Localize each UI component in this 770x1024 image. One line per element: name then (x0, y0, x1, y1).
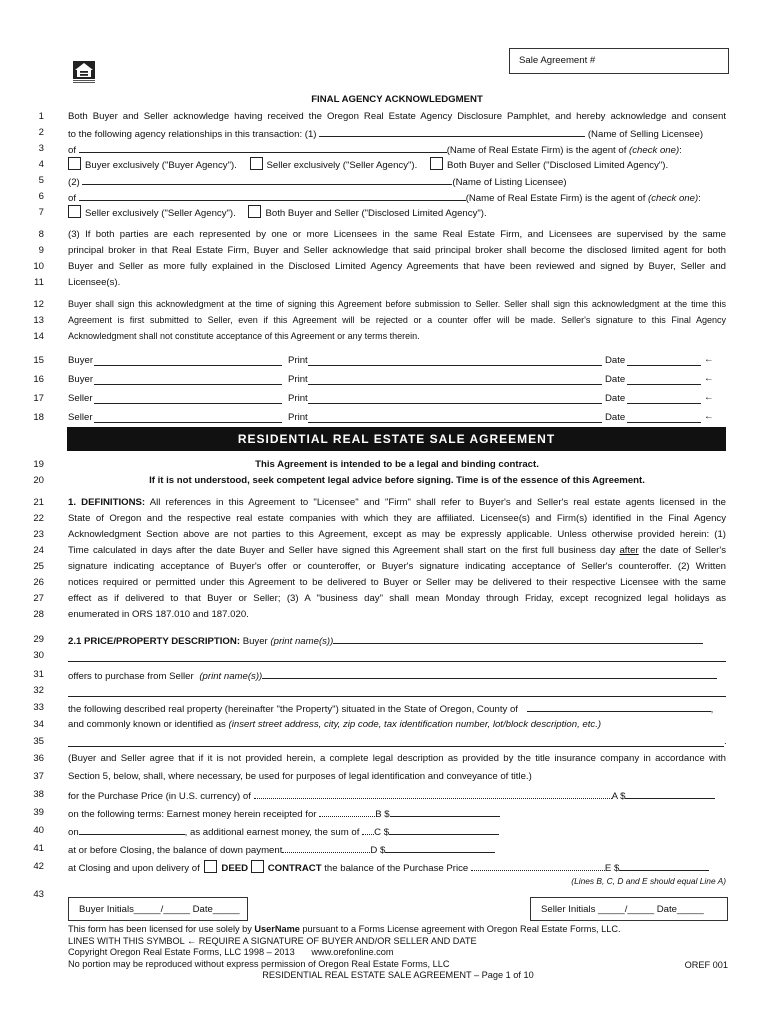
earnest-money-label: on the following terms: Earnest money herein receipted for (68, 809, 317, 820)
property-county-label: the following described real property (hereinafter "the Property") situated in the State of Oregon, County of (68, 704, 518, 715)
print-name-field[interactable] (308, 384, 602, 385)
agency-line-13: Agreement is first submitted to Seller, even if this Agreement will be rejected or a counter offer will be made. Seller's signature to this Final Agency (68, 315, 726, 325)
deed-label: DEED (221, 863, 249, 874)
contract-checkbox[interactable] (251, 860, 264, 873)
definitions-line-26: notices required or permitted under this Agreement to be delivered to Buyer or Seller may be delivered to their respective Licensee with the same (68, 577, 726, 588)
seller-names-field[interactable] (262, 669, 717, 679)
footer-symbol-text-2: REQUIRE A SIGNATURE OF BUYER AND/OR SELLER AND DATE (198, 935, 477, 946)
price-line-38 (68, 789, 726, 802)
price-line-31 (68, 669, 717, 682)
footer-symbol-text: LINES WITH THIS SYMBOL (68, 935, 185, 946)
print-names-label: (print name(s)) (270, 636, 334, 647)
date-label: Date (605, 374, 626, 385)
line-number: 29 (33, 634, 44, 645)
agency-line-2-text: to the following agency relationships in this transaction: (1) (68, 129, 317, 140)
line-number: 4 (38, 159, 44, 170)
line-number: 15 (33, 355, 44, 366)
item-2-label: (2) (68, 177, 80, 188)
buyer-agency-label: Buyer exclusively ("Buyer Agency"). (85, 160, 237, 171)
line-a-amount-field[interactable] (625, 789, 715, 799)
line-number: 26 (33, 577, 44, 588)
line-number: 10 (33, 261, 44, 272)
balance-dotted (471, 861, 605, 871)
footer-license-text: This form has been licensed for use solely by (68, 924, 252, 934)
line-number: 30 (33, 650, 44, 661)
date-field[interactable] (627, 403, 701, 404)
price-line-37: Section 5, below, shall, where necessary, be used for purposes of legal identification and conveyance of title.) (68, 771, 532, 782)
agency-line-7 (68, 205, 487, 219)
listing-firm-field[interactable] (79, 191, 466, 201)
line-number: 3 (38, 143, 44, 154)
line-d-label: D $ (370, 845, 386, 856)
line-number: 38 (33, 789, 44, 800)
definitions-text: Time calculated in days after the date Buyer and Seller have signed this Agreement shall start on the first full business day (68, 545, 616, 556)
date-label: Date (605, 412, 626, 423)
line-b-amount-field[interactable] (390, 807, 500, 817)
footer-website-link[interactable]: www.orefonline.com (311, 947, 394, 957)
line-number: 35 (33, 736, 44, 747)
date-field[interactable] (627, 422, 701, 423)
footer-form-number: OREF 001 (684, 960, 728, 970)
selling-licensee-label: (Name of Selling Licensee) (587, 129, 704, 140)
balance-label: the balance of the Purchase Price (324, 863, 469, 874)
property-address-field[interactable] (68, 746, 724, 747)
price-line-41 (68, 843, 495, 856)
definitions-line-28: enumerated in ORS 187.010 and 187.020. (68, 609, 249, 620)
footer-reproduction-line (68, 959, 728, 971)
print-label: Print (288, 355, 308, 366)
seller-initials-label: Seller Initials _____/_____ Date_____ (541, 904, 704, 915)
footer-license-text-2: pursuant to a Forms License agreement with Oregon Real Estate Forms, LLC. (302, 924, 621, 934)
agency-line-12: Buyer shall sign this acknowledgment at the time of signing this Agreement before submission to Seller. Seller shall sign this acknowledgment at the time this (68, 299, 726, 309)
line-number: 34 (33, 719, 44, 730)
colon: : (698, 193, 701, 204)
agreement-banner (67, 427, 726, 451)
signature-role: Buyer (68, 374, 94, 385)
definitions-line-25: signature indicating acceptance of Buyer's offer or counteroffer, or Buyer's signature indicating acceptance of Seller's counteroffer. (2) Written (68, 561, 726, 572)
line-number: 7 (38, 207, 44, 218)
agreement-line-20: If it is not understood, seek competent legal advice before signing. Time is of the essence of this Agreement. (149, 475, 645, 486)
limited-agency-label: Both Buyer and Seller ("Disclosed Limited Agency"). (265, 208, 487, 219)
line-number: 18 (33, 412, 44, 423)
signature-role: Seller (68, 393, 93, 404)
signature-role: Seller (68, 412, 93, 423)
agency-line-4 (68, 157, 668, 171)
footer (68, 924, 728, 982)
agency-line-14: Acknowledgment shall not constitute acceptance of this Agreement or any terms therein. (68, 331, 420, 341)
period: . (724, 736, 727, 747)
line-number: 27 (33, 593, 44, 604)
footer-symbol-line (68, 936, 728, 948)
limited-agency-checkbox[interactable] (430, 157, 443, 170)
line-d-amount-field[interactable] (385, 843, 495, 853)
buyer-initials-label: Buyer Initials_____/_____ Date_____ (79, 904, 240, 915)
line-number: 42 (33, 861, 44, 872)
agency-line-2 (68, 127, 703, 140)
price-line-42 (68, 860, 709, 874)
line-number: 2 (38, 127, 44, 138)
listing-licensee-label: (Name of Listing Licensee) (452, 177, 567, 188)
on-label: on (68, 827, 79, 838)
check-one-label: (check one) (648, 193, 699, 204)
signature-role: Buyer (68, 355, 94, 366)
lines-note: (Lines B, C, D and E should equal Line A) (571, 876, 726, 886)
line-number: 22 (33, 513, 44, 524)
price-line-36: (Buyer and Seller agree that if it is not provided herein, a complete legal description as provided by the title insurance company in accordance with (68, 753, 726, 764)
line-c-label: C $ (374, 827, 390, 838)
footer-copyright-line (68, 947, 728, 959)
line-a-label: A $ (611, 791, 626, 802)
seller-signature-field[interactable] (94, 403, 282, 404)
limited-agency-checkbox-2[interactable] (248, 205, 261, 218)
buyer-names-field-2[interactable] (68, 661, 726, 662)
limited-agency-label: Both Buyer and Seller ("Disclosed Limited Agency"). (446, 160, 669, 171)
property-address-hint: (insert street address, city, zip code, tax identification number, lot/block description, etc.) (228, 719, 602, 730)
agency-line-8: (3) If both parties are each represented by one or more Licensees in the same Real Estate Firm, and Licensees are supervised by the same (68, 229, 726, 240)
print-label: Print (288, 393, 308, 404)
price-heading: 2.1 PRICE/PROPERTY DESCRIPTION: (68, 636, 241, 647)
line-number: 36 (33, 753, 44, 764)
footer-username: UserName (254, 924, 300, 934)
definitions-line-23: Acknowledgment Section above are not parties to this Agreement, except as may be expressly applicable. Unless otherwise provided herein: (1) (68, 529, 726, 540)
line-number: 11 (34, 277, 44, 288)
footer-license-line (68, 924, 728, 936)
seller-signature-field[interactable] (94, 422, 282, 423)
definitions-text: the date of Seller's (642, 545, 726, 556)
agency-line-6 (68, 191, 701, 204)
agency-line-9: principal broker in that Real Estate Firm, Buyer and Seller acknowledge that said principal broker shall become the disclosed limited agent for both (68, 245, 726, 256)
arrow-left-icon: ← (186, 935, 197, 946)
arrow-left-icon: ← (704, 411, 714, 422)
footer-copyright: Copyright Oregon Real Estate Forms, LLC 1998 – 2013 (68, 947, 295, 957)
line-number: 25 (33, 561, 44, 572)
date-field[interactable] (627, 384, 701, 385)
price-line-39 (68, 807, 500, 820)
county-field[interactable] (527, 702, 711, 712)
date-label: Date (605, 355, 626, 366)
arrow-left-icon: ← (704, 392, 714, 403)
selling-firm-field[interactable] (79, 143, 447, 153)
agency-title: FINAL AGENCY ACKNOWLEDGMENT (311, 94, 483, 105)
seller-agency-checkbox[interactable] (250, 157, 263, 170)
definitions-line-24 (68, 545, 726, 556)
line-number: 17 (33, 393, 44, 404)
equal-housing-icon (72, 60, 96, 84)
buyer-initials-box[interactable] (68, 897, 248, 921)
selling-firm-label: (Name of Real Estate Firm) is the agent of (446, 145, 627, 156)
of-label: of (68, 193, 77, 204)
earnest-dotted (319, 807, 375, 817)
after-emphasis: after (619, 545, 639, 556)
line-number: 39 (33, 807, 44, 818)
seller-initials-box[interactable] (530, 897, 728, 921)
line-number: 33 (33, 702, 44, 713)
sale-agreement-label: Sale Agreement # (519, 55, 596, 66)
of-label: of (68, 145, 77, 156)
print-label: Print (288, 412, 308, 423)
definitions-text: All references in this Agreement to "Licensee" and "Firm" shall refer to Buyer's and Seller's real estate agents licensed in the (149, 497, 726, 508)
comma: , (710, 704, 714, 715)
closing-delivery-label: at Closing and upon delivery of (68, 863, 200, 874)
print-names-label: (print name(s)) (199, 671, 263, 682)
selling-licensee-field[interactable] (319, 127, 585, 137)
line-number: 28 (33, 609, 44, 620)
line-number: 8 (38, 229, 44, 240)
line-number: 41 (33, 843, 44, 854)
seller-offer-label: offers to purchase from Seller (68, 671, 194, 682)
line-number: 13 (33, 315, 44, 326)
purchase-price-label: for the Purchase Price (in U.S. currency) of (68, 791, 251, 802)
definitions-line-27: effect as if delivered to that Buyer or Seller; (3) A "business day" shall mean Monday through Friday, except recognized legal holidays as (68, 593, 726, 604)
price-line-34 (68, 719, 601, 730)
contract-label: CONTRACT (267, 863, 322, 874)
line-number: 24 (33, 545, 44, 556)
date-field[interactable] (627, 365, 701, 366)
agreement-line-19: This Agreement is intended to be a legal and binding contract. (255, 459, 539, 470)
arrow-left-icon: ← (704, 373, 714, 384)
agency-line-11: Licensee(s). (68, 277, 121, 288)
date-label: Date (605, 393, 626, 404)
buyer-signature-field[interactable] (94, 365, 282, 366)
line-number: 31 (33, 669, 44, 680)
seller-agency-checkbox-2[interactable] (68, 205, 81, 218)
agreement-banner-title: RESIDENTIAL REAL ESTATE SALE AGREEMENT (237, 432, 556, 446)
footer-page-line: RESIDENTIAL REAL ESTATE SALE AGREEMENT – Page 1 of 10 (262, 970, 534, 980)
line-number: 40 (33, 825, 44, 836)
seller-agency-label: Seller exclusively ("Seller Agency"). (266, 160, 418, 171)
buyer-names-field[interactable] (333, 634, 703, 644)
print-name-field[interactable] (308, 422, 602, 423)
agency-line-5 (68, 175, 567, 188)
additional-earnest-label: , as additional earnest money, the sum of (184, 827, 360, 838)
line-number: 37 (33, 771, 44, 782)
line-c-amount-field[interactable] (389, 825, 499, 835)
seller-names-field-2[interactable] (68, 696, 726, 697)
line-number: 21 (33, 497, 44, 508)
footer-reproduction: No portion may be reproduced without express permission of Oregon Real Estate Forms, LLC (68, 958, 450, 969)
buyer-signature-field[interactable] (94, 384, 282, 385)
line-number: 12 (33, 299, 44, 310)
line-number: 14 (33, 331, 44, 342)
seller-agency-label: Seller exclusively ("Seller Agency"). (85, 208, 236, 219)
print-name-field[interactable] (308, 403, 602, 404)
line-e-amount-field[interactable] (619, 861, 709, 871)
deed-checkbox[interactable] (204, 860, 217, 873)
line-number: 32 (33, 685, 44, 696)
line-number: 16 (33, 374, 44, 385)
listing-licensee-field[interactable] (82, 175, 452, 185)
agency-line-1: Both Buyer and Seller acknowledge having received the Oregon Real Estate Agency Disclosure Pamphlet, and hereby acknowledge and consent (68, 111, 726, 122)
buyer-label: Buyer (242, 636, 268, 647)
check-one-label: (check one) (629, 145, 680, 156)
line-number: 5 (38, 175, 44, 186)
line-number: 23 (33, 529, 44, 540)
line-number: 9 (38, 245, 44, 256)
down-payment-label: at or before Closing, the balance of down payment (68, 845, 283, 856)
colon: : (679, 145, 682, 156)
buyer-agency-checkbox[interactable] (68, 157, 81, 170)
line-number: 6 (38, 191, 44, 202)
line-number: 1 (38, 111, 44, 122)
additional-earnest-dotted (362, 825, 374, 835)
price-line-29 (68, 634, 703, 647)
line-number: 43 (33, 889, 44, 900)
line-number: 19 (33, 459, 44, 470)
definitions-line-22: State of Oregon and the respective real estate companies with which they are affiliated. Licensee(s) and Firm(s) identified in the Final Agency (68, 513, 726, 524)
line-e-label: E $ (604, 863, 620, 874)
sale-agreement-box[interactable] (509, 48, 729, 74)
line-number: 20 (33, 475, 44, 486)
property-address-label: and commonly known or identified as (68, 719, 226, 730)
agency-line-10: Buyer and Seller as more fully explained in the Disclosed Limited Agency Agreements that have been reviewed and signed by Buyer, Seller and (68, 261, 726, 272)
agency-line-3 (68, 143, 682, 156)
definitions-line-21 (68, 497, 726, 508)
down-payment-dotted (282, 843, 370, 853)
print-name-field[interactable] (308, 365, 602, 366)
arrow-left-icon: ← (704, 354, 714, 365)
listing-firm-label: (Name of Real Estate Firm) is the agent of (465, 193, 646, 204)
print-label: Print (288, 374, 308, 385)
definitions-heading: 1. DEFINITIONS: (68, 497, 146, 508)
price-line-33 (68, 702, 713, 715)
price-line-40 (68, 825, 499, 838)
purchase-price-dotted (254, 789, 612, 799)
additional-earnest-date-field[interactable] (79, 825, 185, 835)
line-b-label: B $ (375, 809, 390, 820)
